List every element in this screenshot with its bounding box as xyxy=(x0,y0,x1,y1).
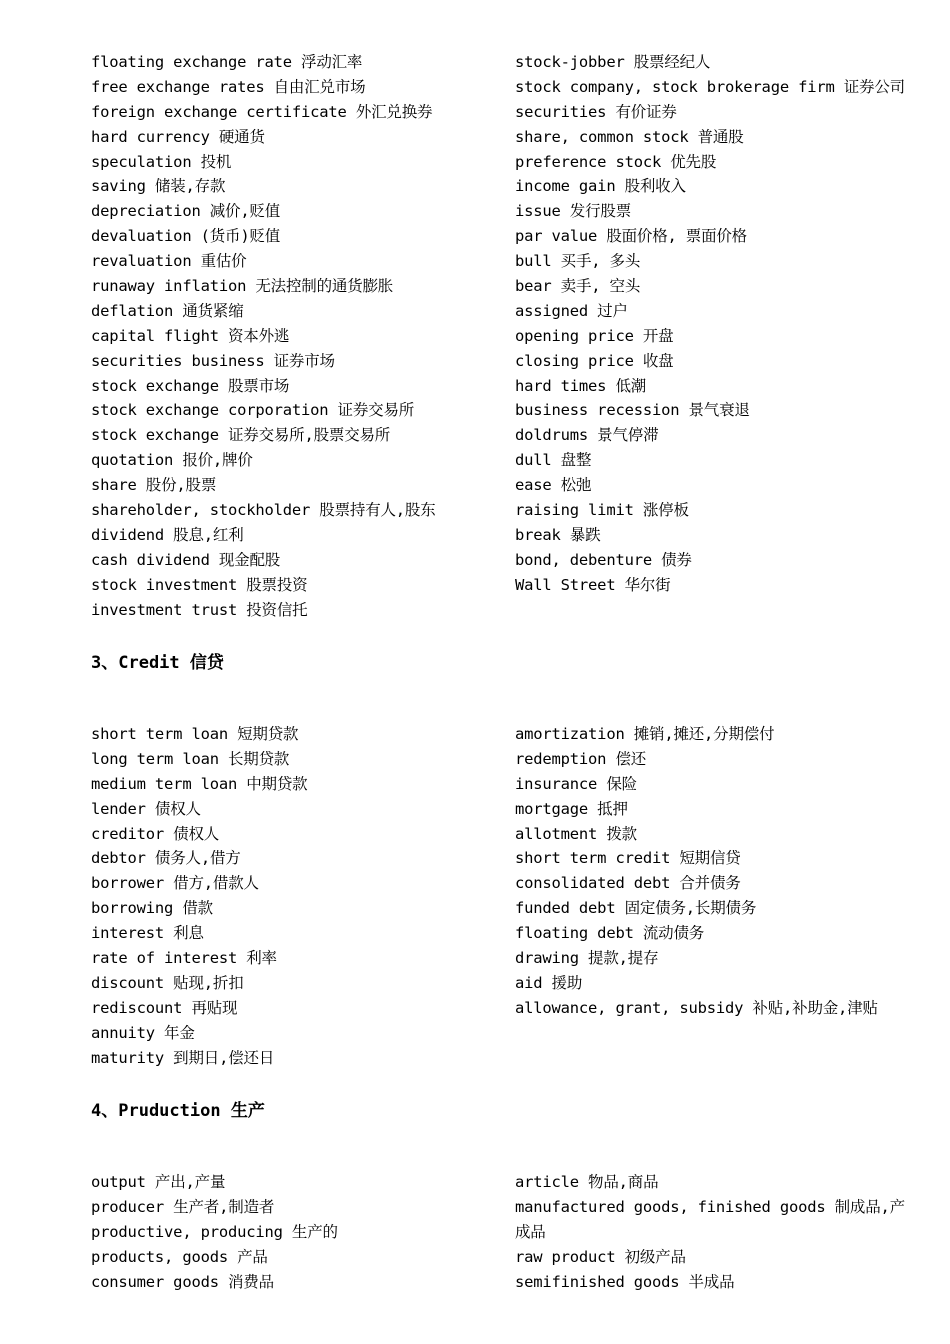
term-line: stock exchange 证券交易所,股票交易所 xyxy=(91,426,391,445)
term-line: floating exchange rate 浮动汇率 xyxy=(91,53,363,71)
term-line: revaluation 重估价 xyxy=(91,252,247,271)
term-line: saving 储装,存款 xyxy=(91,177,226,196)
term-line: output 产出,产量 xyxy=(91,1173,226,1191)
term-line: income gain 股利收入 xyxy=(515,177,686,196)
term-line: allotment 拨款 xyxy=(515,824,637,843)
term-line: insurance 保险 xyxy=(515,774,637,793)
term-line: stock company, stock brokerage firm 证券公司 xyxy=(515,77,905,96)
term-line: floating debt 流动债务 xyxy=(515,924,705,943)
term-line: stock exchange corporation 证券交易所 xyxy=(91,401,415,420)
credit-left-column xyxy=(91,722,501,1070)
term-line: article 物品,商品 xyxy=(515,1173,659,1191)
term-line: aid 援助 xyxy=(515,973,583,992)
term-line: annuity 年金 xyxy=(91,1023,195,1042)
term-line: rediscount 再贴现 xyxy=(91,998,238,1017)
term-line: investment trust 投资信托 xyxy=(91,600,308,619)
term-line: hard times 低潮 xyxy=(515,376,647,395)
term-line: allowance, grant, subsidy 补贴,补助金,津贴 xyxy=(515,998,878,1017)
production-right-column xyxy=(515,1170,910,1294)
term-line: stock investment 股票投资 xyxy=(91,575,308,594)
term-line: issue 发行股票 xyxy=(515,202,631,221)
section-heading-credit: 3、Credit 信贷 xyxy=(91,653,224,673)
term-line: runaway inflation 无法控制的通货膨胀 xyxy=(91,277,394,296)
term-line: securities 有价证券 xyxy=(515,102,677,121)
term-line: manufactured goods, finished goods 制成品,产成品 xyxy=(515,1197,905,1241)
production-left-column xyxy=(91,1170,501,1294)
term-line: business recession 景气衰退 xyxy=(515,401,750,420)
term-line: closing price 收盘 xyxy=(515,351,674,370)
term-line: semifinished goods 半成品 xyxy=(515,1272,735,1291)
term-line: securities business 证券市场 xyxy=(91,351,335,370)
term-line: short term credit 短期信贷 xyxy=(515,849,741,868)
term-line: producer 生产者,制造者 xyxy=(91,1197,275,1216)
term-line: par value 股面价格, 票面价格 xyxy=(515,227,747,246)
term-line: stock exchange 股票市场 xyxy=(91,376,290,395)
credit-right-column xyxy=(515,722,910,1021)
term-line: rate of interest 利率 xyxy=(91,949,277,968)
term-line: share 股份,股票 xyxy=(91,476,217,495)
term-line: borrower 借方,借款人 xyxy=(91,874,259,893)
term-line: deflation 通货紧缩 xyxy=(91,301,244,320)
term-line: depreciation 减价,贬值 xyxy=(91,202,281,221)
term-line: mortgage 抵押 xyxy=(515,799,628,818)
term-line: cash dividend 现金配股 xyxy=(91,550,281,569)
term-line: long term loan 长期贷款 xyxy=(91,749,290,768)
term-line: discount 贴现,折扣 xyxy=(91,973,244,992)
term-line: opening price 开盘 xyxy=(515,326,674,345)
term-line: amortization 摊销,摊还,分期偿付 xyxy=(515,725,775,743)
term-line: free exchange rates 自由汇兑市场 xyxy=(91,77,366,96)
term-line: debtor 债务人,借方 xyxy=(91,849,241,868)
term-line: bond, debenture 债券 xyxy=(515,550,692,569)
term-line: borrowing 借款 xyxy=(91,899,213,918)
term-line: short term loan 短期贷款 xyxy=(91,725,299,743)
term-line: dividend 股息,红利 xyxy=(91,525,244,544)
term-line: bear 卖手, 空头 xyxy=(515,277,641,296)
section-heading-production: 4、Pruduction 生产 xyxy=(91,1101,265,1121)
term-line: drawing 提款,提存 xyxy=(515,949,659,968)
term-line: Wall Street 华尔街 xyxy=(515,575,671,594)
term-line: shareholder, stockholder 股票持有人,股东 xyxy=(91,501,436,520)
securities-right-column xyxy=(515,50,910,598)
term-line: preference stock 优先股 xyxy=(515,152,717,171)
term-line: funded debt 固定债务,长期债务 xyxy=(515,899,757,918)
term-line: stock-jobber 股票经纪人 xyxy=(515,53,711,71)
term-line: speculation 投机 xyxy=(91,152,232,171)
term-line: creditor 债权人 xyxy=(91,824,220,843)
term-line: lender 债权人 xyxy=(91,799,201,818)
term-line: interest 利息 xyxy=(91,924,204,943)
term-line: dull 盘整 xyxy=(515,451,592,470)
term-line: raw product 初级产品 xyxy=(515,1247,686,1266)
term-line: redemption 偿还 xyxy=(515,749,647,768)
term-line: share, common stock 普通股 xyxy=(515,127,744,146)
term-line: foreign exchange certificate 外汇兑换券 xyxy=(91,102,433,121)
term-line: capital flight 资本外逃 xyxy=(91,326,290,345)
term-line: quotation 报价,牌价 xyxy=(91,451,253,470)
term-line: products, goods 产品 xyxy=(91,1247,268,1266)
term-line: consolidated debt 合并债务 xyxy=(515,874,741,893)
term-line: doldrums 景气停滞 xyxy=(515,426,659,445)
term-line: medium term loan 中期贷款 xyxy=(91,774,308,793)
term-line: bull 买手, 多头 xyxy=(515,252,641,271)
securities-left-column xyxy=(91,50,501,622)
term-line: devaluation (货币)贬值 xyxy=(91,227,281,246)
term-line: productive, producing 生产的 xyxy=(91,1222,338,1241)
term-line: raising limit 涨停板 xyxy=(515,501,689,520)
term-line: assigned 过户 xyxy=(515,301,628,320)
term-line: hard currency 硬通货 xyxy=(91,127,265,146)
term-line: consumer goods 消费品 xyxy=(91,1272,274,1291)
term-line: maturity 到期日,偿还日 xyxy=(91,1048,275,1067)
term-line: break 暴跌 xyxy=(515,525,601,544)
term-line: ease 松弛 xyxy=(515,476,592,495)
